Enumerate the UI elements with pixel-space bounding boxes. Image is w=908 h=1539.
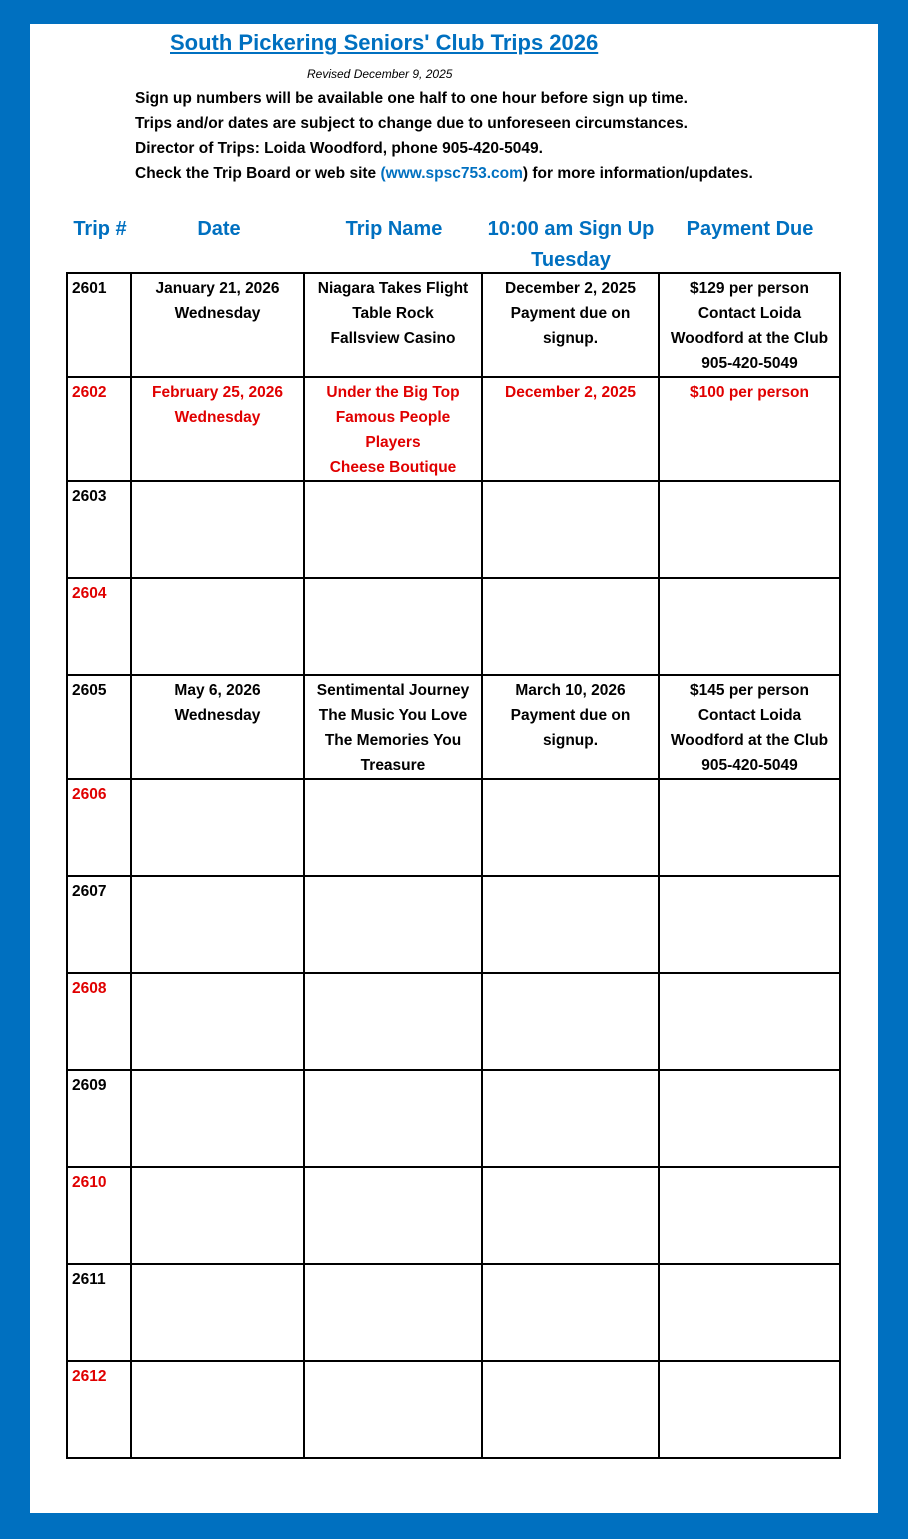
cell-line: Woodford at the Club: [670, 732, 829, 749]
cell-line: Payment due on: [510, 707, 631, 724]
cell-line: Wednesday: [174, 707, 261, 724]
date-cell: [131, 1264, 304, 1361]
cell-line: Woodford at the Club: [670, 330, 829, 347]
trip-name-cell: [304, 876, 482, 973]
cell-line: $129 per person: [690, 280, 809, 297]
column-header-signup: [480, 214, 662, 276]
signup-cell: [482, 1070, 659, 1167]
note-signup-numbers: Sign up numbers will be available one half to one hour before sign up time.: [135, 90, 688, 107]
signup-cell: [482, 973, 659, 1070]
date-cell: [131, 481, 304, 578]
cell-line: signup.: [542, 330, 599, 347]
table-row: [67, 1070, 840, 1167]
cell-line: Wednesday: [174, 409, 261, 426]
note-director-of-trips: Director of Trips: Loida Woodford, phone 905-420-5049.: [135, 140, 543, 157]
cell-line: January 21, 2026: [155, 280, 280, 297]
cell-line: March 10, 2026: [515, 682, 626, 699]
cell-line: Contact Loida: [697, 707, 802, 724]
note-subject-to-change: Trips and/or dates are subject to change due to unforeseen circumstances.: [135, 115, 688, 132]
signup-cell: [482, 481, 659, 578]
note-check-website: [135, 161, 753, 186]
trip-number-cell: 2607: [67, 876, 131, 973]
cell-line: Famous People: [335, 409, 451, 426]
trip-number-cell: 2608: [67, 973, 131, 1070]
cell-line: Wednesday: [174, 305, 261, 322]
trip-number-cell: 2603: [67, 481, 131, 578]
table-row: [67, 876, 840, 973]
cell-line: Payment due on: [510, 305, 631, 322]
signup-cell: [482, 1361, 659, 1458]
cell-line: Contact Loida: [697, 305, 802, 322]
payment-cell: [659, 876, 840, 973]
trip-number-cell: 2602: [67, 377, 131, 481]
cell-line: Players: [365, 434, 421, 451]
column-header-payment: Payment Due: [686, 218, 814, 240]
date-cell: [131, 1070, 304, 1167]
payment-cell: [659, 1167, 840, 1264]
table-row: [67, 1361, 840, 1458]
signup-header-line1: 10:00 am Sign Up: [487, 218, 655, 240]
check-suffix: ) for more information/updates.: [522, 165, 753, 182]
trip-number-cell: 2612: [67, 1361, 131, 1458]
signup-cell: [482, 779, 659, 876]
cell-line: $100 per person: [690, 384, 809, 401]
date-cell: [131, 578, 304, 675]
column-header-trip-name: Trip Name: [345, 218, 443, 240]
date-cell: [131, 1167, 304, 1264]
payment-cell: [659, 481, 840, 578]
cell-line: Table Rock: [352, 305, 434, 322]
cell-line: Sentimental Journey: [316, 682, 470, 699]
cell-line: February 25, 2026: [152, 384, 283, 401]
trip-number-cell: 2611: [67, 1264, 131, 1361]
cell-line: December 2, 2025: [505, 384, 636, 401]
date-cell: [131, 876, 304, 973]
table-row: [67, 973, 840, 1070]
table-row: [67, 1167, 840, 1264]
trips-table: [66, 272, 841, 1459]
cell-line: signup.: [542, 732, 599, 749]
signup-cell: [482, 675, 659, 779]
cell-line: Treasure: [360, 757, 426, 774]
payment-cell: [659, 377, 840, 481]
signup-cell: [482, 273, 659, 377]
notes-block: [135, 86, 753, 186]
trip-name-cell: [304, 1070, 482, 1167]
payment-cell: [659, 1264, 840, 1361]
date-cell: [131, 377, 304, 481]
page-title: South Pickering Seniors' Club Trips 2026: [170, 30, 599, 55]
trip-name-cell: [304, 779, 482, 876]
cell-line: Cheese Boutique: [329, 459, 457, 476]
table-row: [67, 578, 840, 675]
table-row: [67, 481, 840, 578]
trips-table-body: [67, 273, 840, 1458]
signup-header-line2: Tuesday: [531, 249, 611, 271]
cell-line: May 6, 2026: [174, 682, 261, 699]
table-row: [67, 675, 840, 779]
cell-line: 905-420-5049: [701, 757, 798, 774]
trip-name-cell: [304, 578, 482, 675]
cell-line: Fallsview Casino: [330, 330, 456, 347]
payment-cell: [659, 973, 840, 1070]
table-row: [67, 779, 840, 876]
trip-schedule-page: [30, 24, 878, 1513]
payment-cell: [659, 1070, 840, 1167]
date-cell: [131, 273, 304, 377]
trip-number-cell: 2609: [67, 1070, 131, 1167]
cell-line: 905-420-5049: [701, 355, 798, 372]
column-header-date: Date: [197, 218, 241, 240]
payment-cell: [659, 675, 840, 779]
trip-name-cell: [304, 273, 482, 377]
trip-number-cell: 2601: [67, 273, 131, 377]
signup-cell: [482, 377, 659, 481]
date-cell: [131, 675, 304, 779]
trip-name-cell: [304, 481, 482, 578]
trip-number-cell: 2606: [67, 779, 131, 876]
cell-line: The Memories You: [324, 732, 462, 749]
website-link[interactable]: (www.spsc753.com: [380, 165, 523, 182]
payment-cell: [659, 578, 840, 675]
trip-number-cell: 2605: [67, 675, 131, 779]
check-prefix: Check the Trip Board or web site: [135, 165, 381, 182]
trip-name-cell: [304, 675, 482, 779]
trip-name-cell: [304, 973, 482, 1070]
trip-name-cell: [304, 1167, 482, 1264]
cell-line: The Music You Love: [318, 707, 468, 724]
date-cell: [131, 779, 304, 876]
table-row: [67, 1264, 840, 1361]
cell-line: Under the Big Top: [326, 384, 460, 401]
table-row: [67, 377, 840, 481]
table-row: [67, 273, 840, 377]
payment-cell: [659, 1361, 840, 1458]
trip-number-cell: 2610: [67, 1167, 131, 1264]
revised-date: Revised December 9, 2025: [307, 67, 453, 81]
signup-cell: [482, 1264, 659, 1361]
trip-name-cell: [304, 1361, 482, 1458]
trip-name-cell: [304, 1264, 482, 1361]
trip-name-cell: [304, 377, 482, 481]
cell-line: December 2, 2025: [505, 280, 636, 297]
cell-line: Niagara Takes Flight: [317, 280, 469, 297]
column-header-trip-num: Trip #: [73, 218, 127, 240]
date-cell: [131, 1361, 304, 1458]
trip-number-cell: 2604: [67, 578, 131, 675]
payment-cell: [659, 779, 840, 876]
cell-line: $145 per person: [690, 682, 809, 699]
payment-cell: [659, 273, 840, 377]
signup-cell: [482, 578, 659, 675]
signup-cell: [482, 876, 659, 973]
date-cell: [131, 973, 304, 1070]
signup-cell: [482, 1167, 659, 1264]
